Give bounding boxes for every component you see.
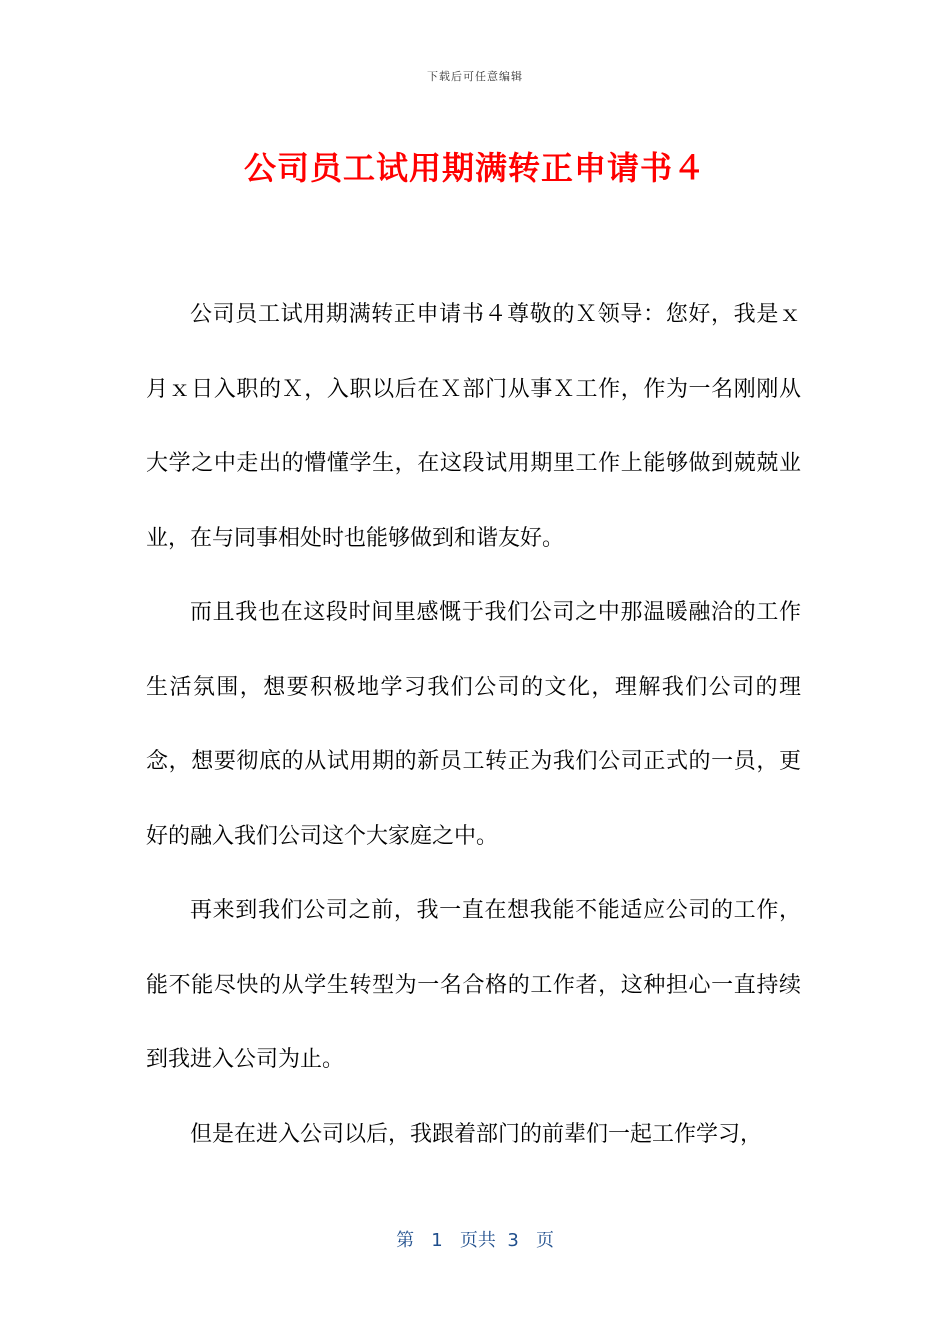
body-paragraph-1: 公司员工试用期满转正申请书４尊敬的Ｘ领导：您好，我是ｘ月ｘ日入职的Ｘ，入职以后在Ｘ部门从事Ｘ工作，作为一名刚刚从大学之中走出的懵懂学生，在这段试用期里工作上能够做到兢兢业业，在与同事相处时也能够做到和谐友好。 [146, 302, 801, 551]
page-footer [0, 1226, 950, 1252]
body-paragraph-3: 再来到我们公司之前，我一直在想我能不能适应公司的工作，能不能尽快的从学生转型为一名合格的工作者，这种担心一直持续到我进入公司为止。 [146, 898, 801, 1072]
footer-total-pages: 3 [507, 1230, 519, 1251]
footer-current-page: 1 [431, 1230, 443, 1251]
document-title: 公司员工试用期满转正申请书４ [243, 149, 706, 187]
header-note: 下载后可任意编辑 [427, 70, 523, 83]
body-paragraph-2: 而且我也在这段时间里感慨于我们公司之中那温暖融洽的工作生活氛围，想要积极地学习我们公司的文化，理解我们公司的理念，想要彻底的从试用期的新员工转正为我们公司正式的一员，更好的融入我们公司这个大家庭之中。 [146, 600, 801, 849]
footer-middle: 页共 [459, 1230, 496, 1251]
body-paragraph-4: 但是在进入公司以后，我跟着部门的前辈们一起工作学习， [190, 1121, 763, 1147]
footer-suffix: 页 [535, 1230, 554, 1251]
document-body [146, 278, 801, 1172]
footer-prefix: 第 [396, 1230, 415, 1251]
